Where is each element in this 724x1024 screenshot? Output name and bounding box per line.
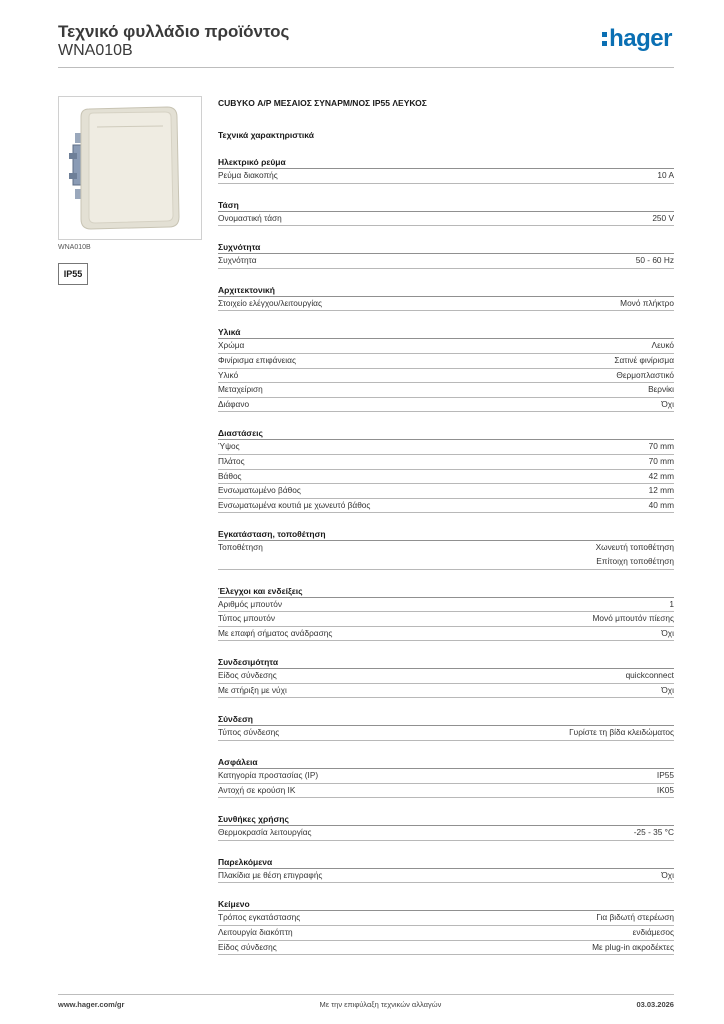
spec-row (218, 726, 674, 741)
spec-value (649, 440, 674, 454)
spec-section (218, 655, 674, 698)
spec-label: Βάθος (218, 470, 242, 481)
spec-section (218, 283, 674, 312)
spec-sections (218, 155, 674, 955)
spec-label: Τοποθέτηση (218, 542, 263, 553)
spec-section-title: Διαστάσεις (218, 426, 674, 440)
spec-value (648, 383, 674, 397)
spec-section-title: Τάση (218, 198, 674, 212)
spec-value-line: -25 - 35 °C (633, 827, 674, 838)
spec-value (626, 669, 674, 683)
spec-section (218, 155, 674, 184)
spec-section-title: Συνδεσιμότητα (218, 655, 674, 669)
spec-row (218, 941, 674, 956)
spec-section-title: Αρχιτεκτονική (218, 283, 674, 297)
spec-label: Ενσωματωμένα κουτιά με χωνευτό βάθος (218, 499, 371, 510)
spec-value-line: 12 mm (648, 485, 674, 496)
spec-value (657, 769, 674, 783)
spec-value (661, 684, 674, 698)
spec-label: Ενσωματωμένο βάθος (218, 485, 301, 496)
website-link[interactable]: www.hager.com/gr (58, 1000, 125, 1009)
spec-value-line: Σατινέ φινίρισμα (614, 354, 674, 365)
spec-row (218, 440, 674, 455)
spec-value-line: 70 mm (648, 455, 674, 466)
spec-value-line: Με plug-in ακροδέκτες (592, 941, 674, 952)
spec-row (218, 541, 674, 569)
spec-row (218, 826, 674, 841)
spec-label: Πλάτος (218, 455, 245, 466)
spec-label: Φινίρισμα επιφάνειας (218, 354, 296, 365)
spec-value (596, 541, 674, 568)
spec-section-title: Συνθήκες χρήσης (218, 812, 674, 826)
logo-colon-icon (602, 31, 607, 47)
spec-section-title: Σύνδεση (218, 712, 674, 726)
spec-value (649, 499, 674, 513)
spec-value-line: Χωνευτή τοποθέτηση (595, 542, 674, 553)
spec-section (218, 527, 674, 569)
spec-label: Διάφανο (218, 398, 250, 409)
spec-value (616, 369, 674, 383)
spec-value (596, 911, 674, 925)
spec-value (614, 354, 674, 368)
spec-section (218, 198, 674, 227)
spec-label: Υλικό (218, 369, 239, 380)
spec-value-line: Όχι (661, 684, 674, 695)
spec-value-line: Γυρίστε τη βίδα κλειδώματος (569, 727, 674, 738)
spec-value (657, 169, 674, 183)
spec-row (218, 669, 674, 684)
spec-label: Στοιχείο ελέγχου/λειτουργίας (218, 297, 322, 308)
spec-value-line: 40 mm (648, 499, 674, 510)
spec-label: Αντοχή σε κρούση IK (218, 784, 296, 795)
wall-switch-icon (59, 97, 202, 240)
spec-value-line: Μονό πλήκτρο (620, 297, 674, 308)
spec-section-title: Ηλεκτρικό ρεύμα (218, 155, 674, 169)
spec-label: Πλακίδια με θέση επιγραφής (218, 869, 323, 880)
spec-value (657, 784, 674, 798)
hager-logo (602, 26, 672, 52)
spec-section (218, 325, 674, 412)
spec-value-line: Όχι (661, 398, 674, 409)
spec-row (218, 499, 674, 514)
spec-value-line: Για βιδωτή στερέωση (596, 912, 674, 923)
spec-value (569, 726, 674, 740)
spec-value-line: Λευκό (651, 340, 674, 351)
spec-label: Με επαφή σήματος ανάδρασης (218, 627, 333, 638)
spec-value-line: IK05 (656, 784, 674, 795)
spec-row (218, 369, 674, 384)
spec-section (218, 584, 674, 642)
spec-label: Ρεύμα διακοπής (218, 170, 278, 180)
spec-value-line: 42 mm (648, 470, 674, 481)
specifications-panel (218, 97, 674, 969)
spec-value (592, 941, 674, 955)
spec-value-line: Βερνίκι (648, 384, 674, 395)
spec-row (218, 383, 674, 398)
spec-row (218, 254, 674, 269)
spec-value (661, 398, 674, 412)
spec-label: Θερμοκρασία λειτουργίας (218, 827, 312, 838)
product-code: WNA010B (58, 42, 133, 59)
spec-value-line: 70 mm (648, 441, 674, 452)
spec-label: Συχνότητα (218, 255, 257, 266)
spec-value-line: Όχι (661, 627, 674, 638)
product-image (58, 96, 202, 240)
spec-row (218, 354, 674, 369)
spec-value-line: 250 V (652, 212, 674, 223)
spec-label: Τρόπος εγκατάστασης (218, 912, 301, 923)
spec-value-line: Επίτοιχη τοποθέτηση (596, 555, 674, 566)
spec-section-title: Εγκατάσταση, τοποθέτηση (218, 527, 674, 541)
spec-value-line: IP55 (656, 770, 674, 781)
product-sidebar (58, 96, 202, 285)
spec-section (218, 812, 674, 841)
spec-section (218, 240, 674, 269)
spec-row (218, 926, 674, 941)
spec-row (218, 911, 674, 926)
logo-text: hager (609, 25, 672, 52)
spec-row (218, 398, 674, 413)
spec-value (661, 869, 674, 883)
spec-row (218, 598, 674, 613)
spec-section-title: Συχνότητα (218, 240, 674, 254)
spec-value (620, 297, 674, 311)
disclaimer-text: Με την επιφύλαξη τεχνικών αλλαγών (319, 1000, 442, 1009)
spec-value (669, 598, 674, 612)
spec-value (649, 470, 674, 484)
spec-row (218, 784, 674, 799)
spec-row (218, 339, 674, 354)
spec-row (218, 627, 674, 642)
spec-row (218, 612, 674, 627)
spec-label: Χρώμα (218, 340, 245, 351)
ip-rating-badge: IP55 (58, 263, 88, 285)
spec-value-line: 50 - 60 Hz (635, 255, 674, 266)
spec-row (218, 869, 674, 884)
spec-row (218, 297, 674, 312)
spec-value-line: Μονό μπουτόν πίεσης (592, 613, 674, 624)
spec-section (218, 855, 674, 884)
spec-row (218, 684, 674, 699)
page-header (58, 22, 674, 68)
spec-section (218, 755, 674, 798)
spec-row (218, 455, 674, 470)
product-name: CUBYKO Α/Ρ ΜΕΣΑΙΟΣ ΣΥΝΑΡΜ/ΝΟΣ IP55 ΛΕΥΚΟΣ (218, 98, 427, 108)
spec-section-title: Υλικά (218, 325, 674, 339)
spec-section-title: Παρελκόμενα (218, 855, 674, 869)
spec-section-title: Έλεγχοι και ενδείξεις (218, 584, 674, 598)
spec-value (649, 484, 674, 498)
spec-row (218, 169, 674, 184)
spec-value (634, 826, 674, 840)
spec-value-line: Όχι (661, 869, 674, 880)
spec-label: Λειτουργία διακόπτη (218, 927, 293, 938)
spec-value (633, 926, 674, 940)
spec-value-line: ενδιάμεσος (632, 927, 674, 938)
spec-label: Αριθμός μπουτόν (218, 598, 282, 609)
spec-section (218, 712, 674, 741)
page-footer (58, 994, 674, 1009)
spec-label: Κατηγορία προστασίας (IP) (218, 770, 319, 781)
image-caption: WNA010B (58, 244, 91, 251)
spec-value-line: quickconnect (625, 670, 674, 681)
spec-value-line: 10 A (657, 170, 674, 180)
spec-row (218, 470, 674, 485)
technical-heading: Τεχνικά χαρακτηριστικά (218, 130, 314, 140)
spec-label: Με στήριξη με νύχι (218, 684, 287, 695)
spec-value (652, 339, 674, 353)
spec-value (661, 627, 674, 641)
spec-section-title: Ασφάλεια (218, 755, 674, 769)
spec-value (652, 212, 674, 226)
spec-row (218, 769, 674, 784)
spec-value (593, 612, 674, 626)
spec-label: Μεταχείριση (218, 384, 263, 395)
spec-value-line: Θερμοπλαστικό (616, 369, 674, 380)
spec-section-title: Κείμενο (218, 897, 674, 911)
spec-value (636, 254, 674, 268)
spec-value (649, 455, 674, 469)
spec-label: Ύψος (218, 441, 240, 452)
spec-label: Τύπος μπουτόν (218, 613, 275, 624)
spec-row (218, 484, 674, 499)
spec-label: Ονομαστική τάση (218, 212, 282, 223)
spec-section (218, 897, 674, 955)
document-date: 03.03.2026 (636, 1000, 674, 1009)
spec-value-line: 1 (669, 598, 674, 609)
spec-label: Είδος σύνδεσης (218, 941, 277, 952)
spec-label: Είδος σύνδεσης (218, 670, 277, 681)
spec-section (218, 426, 674, 513)
spec-label: Τύπος σύνδεσης (218, 727, 280, 738)
spec-row (218, 212, 674, 227)
document-title: Τεχνικό φυλλάδιο προϊόντος (58, 22, 290, 41)
